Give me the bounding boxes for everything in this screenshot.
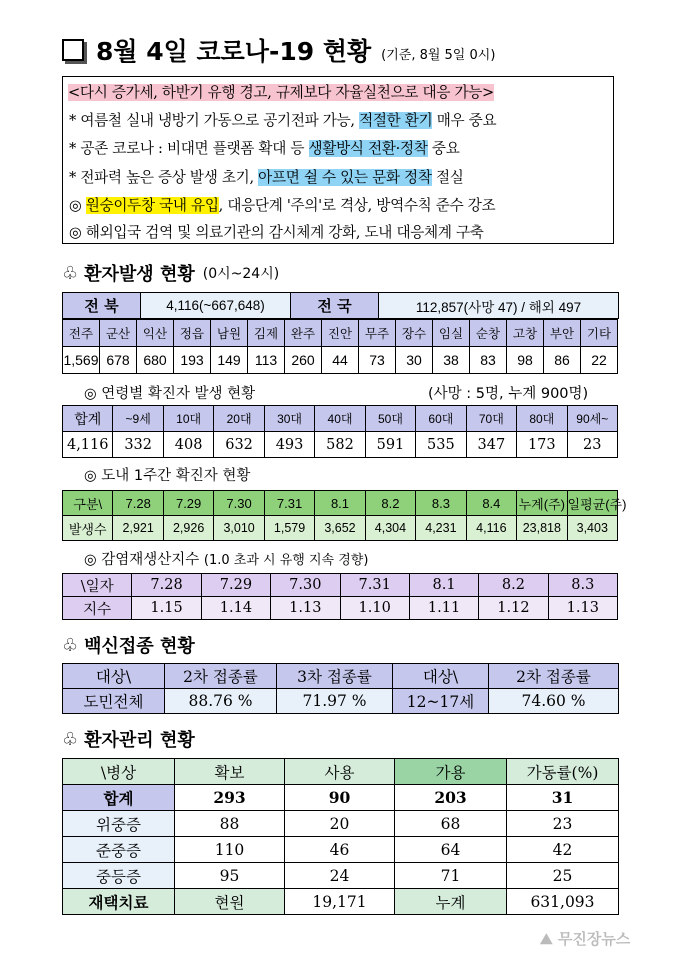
city-name-cell: 기타: [581, 320, 618, 347]
rt-value-cell: 1.13: [548, 597, 617, 620]
rt-header-cell: 7.29: [201, 574, 270, 597]
city-name-cell: 전주: [63, 320, 100, 347]
city-count-cell: 678: [100, 347, 137, 374]
age-header-cell: 90세~: [567, 406, 617, 432]
vaccine-header-cell: 3차 접종률: [277, 664, 393, 689]
age-header-cell: 40대: [315, 406, 365, 432]
vaccine-header-cell: 2차 접종률: [165, 664, 277, 689]
weekly-value-cell: 2,926: [163, 516, 213, 541]
age-header-cell: 60대: [416, 406, 466, 432]
rt-value-cell: 1.12: [479, 597, 548, 620]
clover-icon: ♧: [62, 728, 79, 750]
city-count-cell: 1,569: [63, 347, 100, 374]
rt-value-cell: 1.10: [340, 597, 409, 620]
rt-heading-line: [84, 548, 368, 569]
bed-row-cell: 25: [507, 863, 619, 889]
weekly-value-cell: 4,304: [365, 516, 415, 541]
weekly-value-cell: 4,231: [416, 516, 466, 541]
age-header-cell: 합계: [63, 406, 113, 432]
age-heading: ◎ 연령별 확진자 발생 현황: [84, 386, 256, 402]
vaccine-value-cell: 74.60 %: [489, 689, 619, 714]
title-main: 8월 4일 코로나-19 현황: [96, 37, 372, 66]
city-name-cell: 진안: [322, 320, 359, 347]
age-table: [62, 405, 618, 458]
section-management: ♧ 환자관리 현황: [62, 728, 195, 751]
age-header-cell: 10대: [163, 406, 213, 432]
page-title: [62, 34, 495, 66]
vaccine-header-cell: 2차 접종률: [489, 664, 619, 689]
city-name-cell: 임실: [433, 320, 470, 347]
weekly-header-cell: 일평균(주): [567, 491, 617, 516]
summary-line-1: * 여름철 실내 냉방기 가동으로 공기전파 가능, 적절한 환기 매우 중요: [69, 112, 497, 129]
rt-value-cell: 지수: [63, 597, 132, 620]
jeonbuk-label: 전 북: [63, 293, 141, 319]
city-count-cell: 98: [507, 347, 544, 374]
city-name-cell: 무주: [359, 320, 396, 347]
title-date: (기준, 8월 5일 0시): [381, 47, 496, 63]
weekly-header-cell: 7.29: [163, 491, 213, 516]
weekly-value-cell: 2,921: [113, 516, 163, 541]
city-name-cell: 고창: [507, 320, 544, 347]
summary-line-3: * 전파력 높은 증상 발생 초기, 아프면 쉴 수 있는 문화 정착 절실: [69, 169, 464, 186]
city-name-cell: 정읍: [174, 320, 211, 347]
vaccine-value-cell: 도민전체: [63, 689, 165, 714]
city-name-cell: 순창: [470, 320, 507, 347]
bed-row-cell: 20: [285, 811, 395, 837]
home-treatment-cell: 누계: [395, 889, 507, 915]
total-cell: 31: [507, 785, 619, 811]
national-value: 112,857(사망 47) / 해외 497: [379, 293, 619, 319]
city-count-cell: 73: [359, 347, 396, 374]
checkbox-icon: [62, 39, 84, 61]
management-table: [62, 758, 619, 915]
weekly-value-cell: 4,116: [466, 516, 516, 541]
city-name-cell: 완주: [285, 320, 322, 347]
bed-row-cell: 42: [507, 837, 619, 863]
bed-row-cell: 23: [507, 811, 619, 837]
bed-row-cell: 위중증: [63, 811, 175, 837]
bed-row-cell: 71: [395, 863, 507, 889]
vaccine-header-cell: 대상\: [63, 664, 165, 689]
rt-header-cell: 8.1: [409, 574, 478, 597]
city-name-cell: 군산: [100, 320, 137, 347]
weekly-header-cell: 7.31: [264, 491, 314, 516]
summary-line-2: * 공존 코로나 : 비대면 플랫폼 확대 등 생활방식 전환·정착 중요: [69, 140, 460, 157]
rt-value-cell: 1.11: [409, 597, 478, 620]
summary-line-5: ◎ 해외입국 검역 및 의료기관의 감시체계 강화, 도내 대응체계 구축: [69, 224, 484, 241]
age-value-cell: 347: [466, 432, 516, 458]
watermark-icon: ⛰: [540, 930, 553, 948]
weekly-value-cell: 1,579: [264, 516, 314, 541]
city-count-cell: 83: [470, 347, 507, 374]
age-header-cell: 50대: [365, 406, 415, 432]
management-header-cell: 사용: [285, 759, 395, 785]
city-count-cell: 149: [211, 347, 248, 374]
watermark: ⛰ 무진장뉴스: [540, 930, 631, 948]
weekly-header-cell: 8.2: [365, 491, 415, 516]
vaccine-value-cell: 88.76 %: [165, 689, 277, 714]
bed-row-cell: 110: [175, 837, 285, 863]
rt-header-cell: 7.31: [340, 574, 409, 597]
age-value-cell: 632: [214, 432, 264, 458]
bed-row-cell: 46: [285, 837, 395, 863]
rt-table: [62, 573, 618, 620]
rt-value-cell: 1.15: [132, 597, 201, 620]
city-count-cell: 113: [248, 347, 285, 374]
age-value-cell: 173: [517, 432, 567, 458]
clover-icon: ♧: [62, 262, 79, 284]
rt-header-cell: 7.28: [132, 574, 201, 597]
city-count-cell: 30: [396, 347, 433, 374]
management-header-cell: 가동률(%): [507, 759, 619, 785]
weekly-table: [62, 490, 627, 541]
city-count-cell: 22: [581, 347, 618, 374]
bed-row-cell: 준중증: [63, 837, 175, 863]
age-value-cell: 535: [416, 432, 466, 458]
vaccine-value-cell: 12~17세: [393, 689, 489, 714]
clover-icon: ♧: [62, 634, 79, 656]
home-treatment-cell: 재택치료: [63, 889, 175, 915]
total-cell: 203: [395, 785, 507, 811]
city-name-cell: 장수: [396, 320, 433, 347]
age-value-cell: 4,116: [63, 432, 113, 458]
bed-row-cell: 중등증: [63, 863, 175, 889]
city-count-cell: 38: [433, 347, 470, 374]
section-patients: ♧ 환자발생 현황 (0시~24시): [62, 262, 280, 285]
totals-table: [62, 292, 619, 319]
management-header-cell: 가용: [395, 759, 507, 785]
city-name-cell: 김제: [248, 320, 285, 347]
age-value-cell: 591: [365, 432, 415, 458]
bed-row-cell: 68: [395, 811, 507, 837]
age-value-cell: 332: [113, 432, 163, 458]
age-value-cell: 408: [163, 432, 213, 458]
weekly-heading: ◎ 도내 1주간 확진자 현황: [84, 468, 251, 484]
city-count-cell: 260: [285, 347, 322, 374]
weekly-value-cell: 3,652: [315, 516, 365, 541]
weekly-header-cell: 7.28: [113, 491, 163, 516]
vaccine-value-cell: 71.97 %: [277, 689, 393, 714]
weekly-value-cell: 3,403: [567, 516, 617, 541]
city-count-cell: 193: [174, 347, 211, 374]
home-treatment-cell: 631,093: [507, 889, 619, 915]
city-count-cell: 86: [544, 347, 581, 374]
bed-row-cell: 95: [175, 863, 285, 889]
weekly-header-cell: 8.3: [416, 491, 466, 516]
total-cell: 293: [175, 785, 285, 811]
weekly-header-cell: 구분\: [63, 491, 113, 516]
city-table: [62, 319, 618, 374]
weekly-value-cell: 23,818: [517, 516, 567, 541]
vaccine-table: [62, 663, 619, 714]
age-value-cell: 23: [567, 432, 617, 458]
summary-line-4: ◎ 원숭이두창 국내 유입, 대응단계 '주의'로 격상, 방역수칙 준수 강조: [69, 197, 496, 214]
weekly-value-cell: 발생수: [63, 516, 113, 541]
rt-header-cell: 8.3: [548, 574, 617, 597]
age-header-cell: ~9세: [113, 406, 163, 432]
age-value-cell: 493: [264, 432, 314, 458]
management-header-cell: \병상: [63, 759, 175, 785]
weekly-header-cell: 8.1: [315, 491, 365, 516]
city-count-cell: 44: [322, 347, 359, 374]
rt-value-cell: 1.14: [201, 597, 270, 620]
vaccine-header-cell: 대상\: [393, 664, 489, 689]
home-treatment-cell: 현원: [175, 889, 285, 915]
age-header-cell: 20대: [214, 406, 264, 432]
age-value-cell: 582: [315, 432, 365, 458]
bed-row-cell: 24: [285, 863, 395, 889]
rt-header-cell: 7.30: [271, 574, 340, 597]
rt-header-cell: 8.2: [479, 574, 548, 597]
jeonbuk-value: 4,116(~667,648): [141, 293, 291, 319]
national-label: 전 국: [291, 293, 379, 319]
summary-box: [62, 76, 614, 244]
bed-row-cell: 64: [395, 837, 507, 863]
total-cell: 합계: [63, 785, 175, 811]
weekly-header-cell: 8.4: [466, 491, 516, 516]
summary-headline: <다시 증가세, 하반기 유행 경고, 규제보다 자율실천으로 대응 가능>: [68, 84, 494, 101]
city-name-cell: 익산: [137, 320, 174, 347]
weekly-header-cell: 7.30: [214, 491, 264, 516]
city-count-cell: 680: [137, 347, 174, 374]
section-vaccine: ♧ 백신접종 현황: [62, 634, 195, 657]
rt-value-cell: 1.13: [271, 597, 340, 620]
age-header-cell: 70대: [466, 406, 516, 432]
city-name-cell: 부안: [544, 320, 581, 347]
management-header-cell: 확보: [175, 759, 285, 785]
weekly-header-cell: 누계(주): [517, 491, 567, 516]
age-note: (사망 : 5명, 누계 900명): [428, 386, 589, 402]
rt-header-cell: \일자: [63, 574, 132, 597]
rt-note: (1.0 초과 시 유행 지속 경향): [203, 553, 369, 568]
home-treatment-cell: 19,171: [285, 889, 395, 915]
rt-heading: ◎ 감염재생산지수: [84, 552, 200, 568]
city-name-cell: 남원: [211, 320, 248, 347]
bed-row-cell: 88: [175, 811, 285, 837]
total-cell: 90: [285, 785, 395, 811]
age-header-cell: 80대: [517, 406, 567, 432]
weekly-value-cell: 3,010: [214, 516, 264, 541]
age-header-cell: 30대: [264, 406, 314, 432]
